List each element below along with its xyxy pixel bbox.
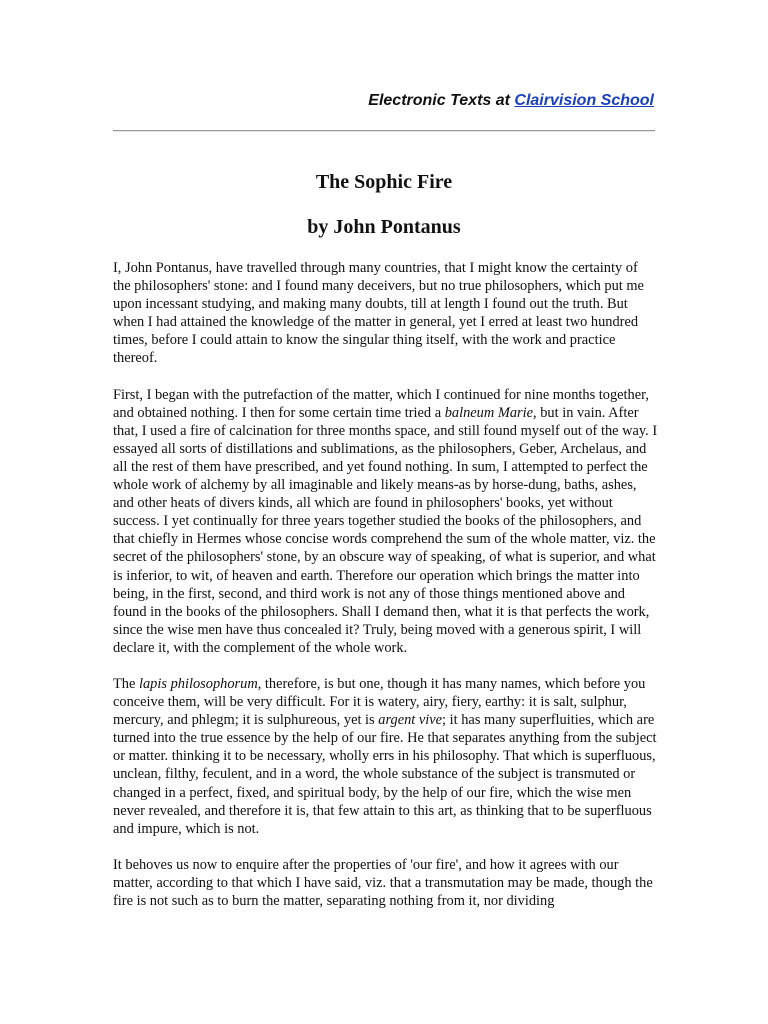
paragraph-2-text-a: First, I began with the putrefaction of the matter, which I continued for nine months together, and obtained nothing. I then for some certain time tried a [113, 386, 649, 421]
header-prefix: Electronic Texts at [368, 92, 515, 109]
horizontal-divider [113, 130, 655, 132]
paragraph-3-italic-2: argent vive [378, 712, 443, 729]
paragraph-4-text: It behoves us now to enquire after the properties of 'our fire', and how it agrees with our matter, according to that which I have said, viz. that a transmutation may be made, though the fire is not such as to burn the matter, separating nothing from it, nor dividing [113, 856, 653, 909]
paragraph-3-italic-1: lapis philosophorum [138, 675, 258, 692]
paragraph-3-text-a: The [113, 675, 139, 692]
paragraph-3 [113, 675, 658, 838]
paragraph-1-text: I, John Pontanus, have travelled through many countries, that I might know the certainty of the philosophers' stone: and I found many deceivers, but no true philosophers, which put me upon incessant studying, and making many doubts, till at length I found out the truth. But when I had attained the knowledge of the matter in general, yet I erred at least two hundred times, before I could attain to know the singular thing itself, with the work and practice thereof. [113, 260, 644, 367]
author-line: by John Pontanus [307, 216, 461, 238]
paragraph-1 [113, 259, 658, 368]
site-header [368, 92, 654, 110]
document-body [113, 259, 658, 928]
clairvision-school-link[interactable]: Clairvision School [514, 92, 654, 109]
paragraph-2-italic: balneum Marie [444, 404, 534, 421]
page-title: The Sophic Fire [315, 171, 453, 193]
paragraph-4 [113, 856, 658, 910]
paragraph-3-text-c: ; it has many superfluities, which are turned into the true essence by the help of our fire. He that separates anything from the subject or matter. thinking it to be necessary, wholly errs in his philosophy. That which is superfluous, unclean, filthy, feculent, and in a word, the whole substance of the subject is transmuted or changed in a perfect, fixed, and spiritual body, by the help of our fire, which the wise men never revealed, and therefore it is, that few attain to this art, as thinking that to be superfluous and impure, which is not. [113, 712, 657, 837]
paragraph-2-text-b: , but in vain. After that, I used a fire of calcination for three months space, and still found myself out of the way. I essayed all sorts of distillations and sublimations, as the philosophers, Geber, Archelaus, and all the rest of them have prescribed, and yet found nothing. In sum, I attempted to perfect the whole work of alchemy by all imaginable and likely means-as by horse-dung, baths, ashes, and other heats of divers kinds, all which are found in philosophers' books, yet without success. I yet continually for three years together studied the books of the philosophers, and that chiefly in Hermes whose concise words comprehend the sum of the whole matter, viz. the secret of the philosophers' stone, by an obscure way of speaking, of what is superior, and what is inferior, to wit, of heaven and earth. Therefore our operation which brings the matter into being, in the first, second, and third work is not any of those things mentioned above and found in the books of the philosophers. Shall I demand then, what it is that perfects the work, since the wise men have thus concealed it? Truly, being moved with a generous spirit, I will declare it, with the complement of the whole work. [113, 404, 658, 656]
paragraph-3-text-b: , therefore, is but one, though it has many names, which before you conceive them, will be very difficult. For it is watery, airy, fiery, earthy: it is salt, sulphur, mercury, and phlegm; it is sulphureous, yet is [113, 675, 646, 729]
paragraph-2 [113, 386, 658, 657]
